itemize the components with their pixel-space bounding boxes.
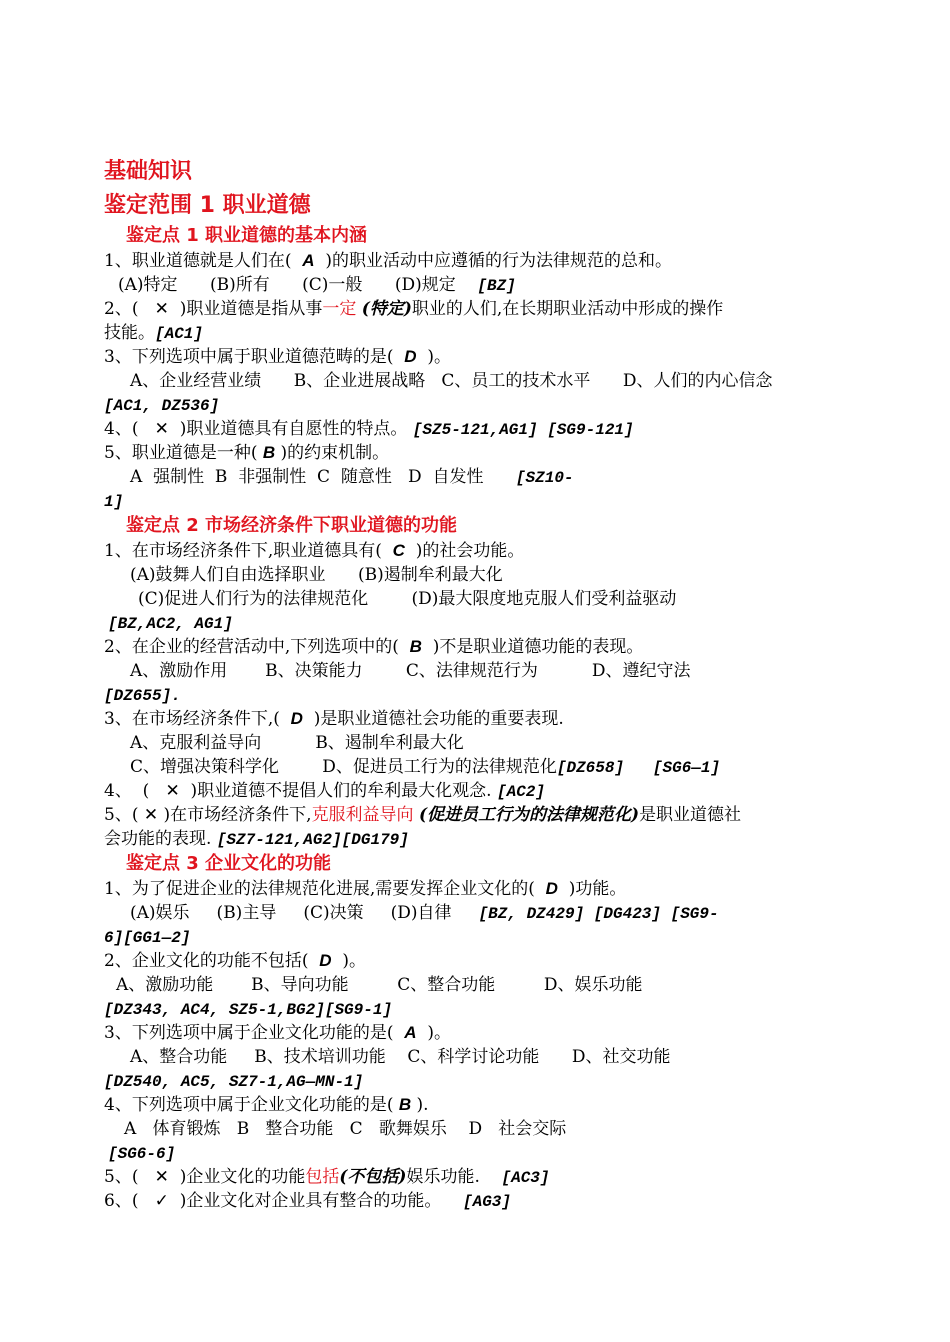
wrong-term: 包括 <box>305 1167 340 1187</box>
answer-mark: B <box>398 1095 412 1114</box>
question-line: 1、在市场经济条件下,职业道德具有( C )的社会功能。 <box>104 541 525 561</box>
options-line: A、克服利益导向 B、遏制牟利最大化 <box>130 733 464 753</box>
source-code-line <box>108 1142 175 1165</box>
question-line: 5、( ✕ )企业文化的功能包括(不包括)娱乐功能. [AC3] <box>104 1167 550 1187</box>
options-line: (A)鼓舞人们自由选择职业 (B)遏制牟利最大化 <box>130 565 503 585</box>
source-code-line <box>108 612 233 635</box>
question-line: 2、在企业的经营活动中,下列选项中的( B )不是职业道德功能的表现。 <box>104 637 644 657</box>
source-code-line <box>104 926 190 949</box>
section-title: 鉴定点 3 企业文化的功能 <box>126 853 332 874</box>
answer-mark: ✕ <box>154 419 169 438</box>
question-line: 6、( ✓ )企业文化对企业具有整合的功能。 [AG3] <box>104 1191 512 1211</box>
answer-mark: ✓ <box>154 1191 169 1210</box>
options-line: (A)特定 (B)所有 (C)一般 (D)规定 [BZ] <box>118 275 516 295</box>
source-code-line <box>104 394 219 417</box>
source-code: [AC1] <box>155 325 204 343</box>
question-line: 2、企业文化的功能不包括( D )。 <box>104 951 366 971</box>
section-title: 鉴定点 1 职业道德的基本内涵 <box>126 225 368 246</box>
source-code: [SZ5-121,AG1] [SG9-121] <box>412 421 634 439</box>
answer-mark: D <box>545 879 558 898</box>
source-code-line <box>104 684 181 707</box>
options-line: A、整合功能 B、技术培训功能 C、科学讨论功能 D、社交功能 <box>130 1047 671 1067</box>
answer-mark: B <box>409 637 422 656</box>
range-heading: 鉴定范围 1 职业道德 <box>104 193 311 218</box>
options-line: (C)促进人们行为的法律规范化 (D)最大限度地克服人们受利益驱动 <box>138 589 677 609</box>
source-code: [AC3] <box>501 1169 550 1187</box>
section-title: 鉴定点 2 市场经济条件下职业道德的功能 <box>126 515 458 536</box>
source-code: [DZ658] [SG6—1] <box>556 759 721 777</box>
answer-mark: A <box>302 251 315 270</box>
question-line-cont: 会功能的表现. [SZ7-121,AG2][DG179] <box>104 829 409 849</box>
answer-mark: ✕ <box>154 299 169 318</box>
source-code: [AC1, DZ536] <box>104 397 220 415</box>
question-line-cont: 技能。[AC1] <box>104 323 204 343</box>
answer-mark: D <box>290 709 303 728</box>
answer-mark: C <box>392 541 405 560</box>
source-code: [BZ, DZ429] [DG423] [SG9- <box>478 905 719 923</box>
question-line: 3、下列选项中属于企业文化功能的是( A )。 <box>104 1023 451 1043</box>
source-code: 1] <box>104 493 124 511</box>
options-line: (A)娱乐 (B)主导 (C)决策 (D)自律 [BZ, DZ429] [DG423] [SG9- <box>130 903 719 923</box>
answer-mark: D <box>404 347 417 366</box>
correct-term: (促进员工行为的法律规范化) <box>418 805 640 825</box>
question-line: 1、为了促进企业的法律规范化进展,需要发挥企业文化的( D )功能。 <box>104 879 627 899</box>
correct-term: (特定) <box>361 299 412 319</box>
answer-mark: ✕ <box>143 805 159 824</box>
wrong-term: 一定 <box>322 299 357 319</box>
options-line: A、激励功能 B、导向功能 C、整合功能 D、娱乐功能 <box>116 975 643 995</box>
answer-mark: B <box>262 443 276 462</box>
main-heading: 基础知识 <box>104 159 193 184</box>
source-code: [DZ655]. <box>104 687 181 705</box>
source-code: [DZ540, AC5, SZ7-1,AG—MN-1] <box>104 1073 364 1091</box>
question-line: 5、( ✕ )在市场经济条件下,克服利益导向 (促进员工行为的法律规范化)是职业道德社 <box>104 805 742 825</box>
question-line: 1、职业道德就是人们在( A )的职业活动中应遵循的行为法律规范的总和。 <box>104 251 672 271</box>
question-line: 2、( ✕ )职业道德是指从事一定 (特定)职业的人们,在长期职业活动中形成的操作 <box>104 299 724 319</box>
source-code-line <box>104 490 123 513</box>
question-line: 4、( ✕ )职业道德具有自愿性的特点。 [SZ5-121,AG1] [SG9-121] <box>104 419 634 439</box>
source-code: 6][GG1—2] <box>104 929 191 947</box>
options-line: A 强制性 B 非强制性 C 随意性 D 自发性 [SZ10- <box>130 467 574 487</box>
question-line: 4、下列选项中属于企业文化功能的是( B ). <box>104 1095 429 1115</box>
options-line: C、增强决策科学化 D、促进员工行为的法律规范化[DZ658] [SG6—1] <box>130 757 721 777</box>
question-line: 3、下列选项中属于职业道德范畴的是( D )。 <box>104 347 451 367</box>
options-line: A、激励作用 B、决策能力 C、法律规范行为 D、遵纪守法 <box>130 661 691 681</box>
options-line: A、企业经营业绩 B、企业进展战略 C、员工的技术水平 D、人们的内心信念 <box>130 371 773 391</box>
source-code: [SZ10- <box>515 469 574 487</box>
answer-mark: D <box>319 951 332 970</box>
source-code: [DZ343, AC4, SZ5-1,BG2][SG9-1] <box>104 1001 393 1019</box>
source-code: [AC2] <box>497 783 546 801</box>
source-code-line <box>104 998 392 1021</box>
question-line: 5、职业道德是一种( B )的约束机制。 <box>104 443 390 463</box>
answer-mark: ✕ <box>165 781 180 800</box>
source-code: [BZ] <box>477 277 516 295</box>
answer-mark: A <box>404 1023 417 1042</box>
answer-mark: ✕ <box>154 1167 169 1186</box>
correct-term: (不包括) <box>339 1167 407 1187</box>
source-code: [AG3] <box>463 1193 512 1211</box>
question-line: 4、 ( ✕ )职业道德不提倡人们的牟利最大化观念. [AC2] <box>104 781 546 801</box>
source-code: [BZ,AC2, AG1] <box>108 615 233 633</box>
wrong-term: 克服利益导向 <box>311 805 414 825</box>
question-line: 3、在市场经济条件下,( D )是职业道德社会功能的重要表现. <box>104 709 564 729</box>
source-code: [SZ7-121,AG2][DG179] <box>216 831 409 849</box>
source-code: [SG6-6] <box>108 1145 176 1163</box>
options-line: A 体育锻炼 B 整合功能 C 歌舞娱乐 D 社会交际 <box>124 1119 567 1139</box>
source-code-line <box>104 1070 363 1093</box>
